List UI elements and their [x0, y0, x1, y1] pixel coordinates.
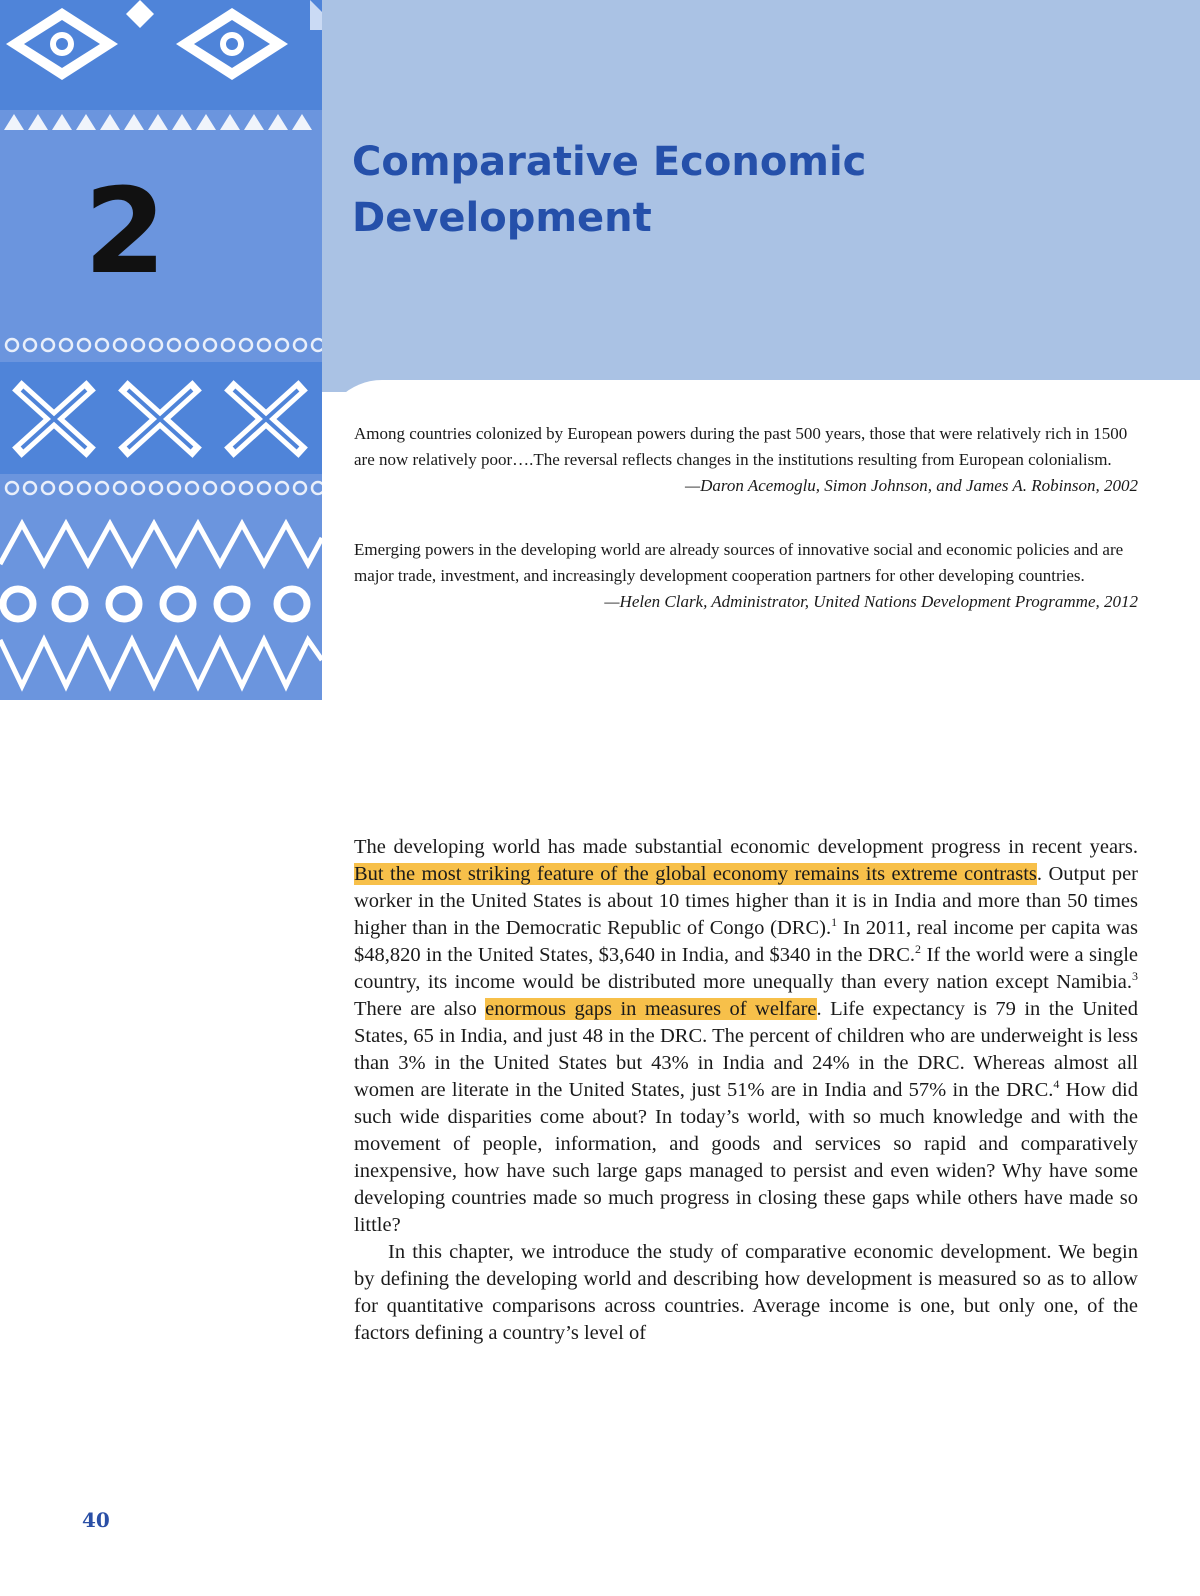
- text-run: The developing world has made substantial economic development progress in recent years.: [354, 836, 1138, 858]
- paragraph: In this chapter, we introduce the study of comparative economic development. We begin by defining the developing world and describing how development is measured so as to allow for quantitative comparisons across countries. Average income is one, but only one, of the factors defining a country’s level of: [354, 1241, 1138, 1344]
- decorative-pattern-panel: [0, 0, 322, 700]
- text-run: . Output per worker in the United States is about 10 times higher than it is in India and more than 50 times higher than in the Democratic Republic of Congo (DRC).: [354, 863, 1138, 939]
- footnote-ref: 4: [1053, 1077, 1060, 1092]
- chapter-title-line1: Comparative Economic: [352, 139, 867, 185]
- epigraph-quote: Among countries colonized by European powers during the past 500 years, those that were relatively rich in 1500 are now relatively poor….The reversal reflects changes in the institutions resulting from European colonialism.: [354, 424, 1128, 469]
- footnote-ref: 1: [831, 915, 838, 930]
- text-run: How did such wide disparities come about? In today’s world, with so much knowledge and with the movement of people, information, and goods and services so rapid and comparatively inexpensive, how have such large gaps managed to persist and even widen? Why have some developing countries made so much progress in closing these gaps while others have made so little?: [354, 1079, 1138, 1236]
- epigraph-1: [354, 421, 1138, 499]
- body-text: [354, 834, 1138, 1347]
- text-run: In 2011, real income per capita was $48,820 in the United States, $3,640 in India, and $340 in the DRC.: [354, 917, 1139, 966]
- chapter-title: [352, 134, 1152, 246]
- epigraph-quote: Emerging powers in the developing world are already sources of innovative social and economic policies and are major trade, investment, and increasingly development cooperation partners for other developing countries.: [354, 540, 1124, 585]
- highlighted-text: But the most striking feature of the global economy remains its extreme contrasts: [354, 863, 1037, 885]
- epigraph-2: [354, 537, 1138, 615]
- text-run: If the world were a single country, its income would be distributed more unequally than every nation except Namibia.: [354, 944, 1138, 993]
- page-number: 40: [82, 1508, 110, 1532]
- chapter-number: 2: [84, 162, 167, 300]
- text-run: . Life expectancy is 79 in the United States, 65 in India, and just 48 in the DRC. The percent of children who are underweight is less than 3% in the United States but 43% in India and 24% in the DRC. Whereas almost all women are literate in the United States, just 51% are in India and 57% in the DRC.: [354, 998, 1138, 1101]
- highlighted-text: enormous gaps in measures of welfare: [485, 998, 817, 1020]
- text-run: There are also: [354, 998, 486, 1020]
- epigraph-attribution: —Helen Clark, Administrator, United Nations Development Programme, 2012: [604, 592, 1138, 611]
- footnote-ref: 3: [1132, 969, 1138, 984]
- chapter-title-line2: Development: [352, 195, 652, 241]
- epigraph-attribution: —Daron Acemoglu, Simon Johnson, and James A. Robinson, 2002: [685, 476, 1138, 495]
- paragraph: [354, 834, 1138, 1239]
- footnote-ref: 2: [915, 942, 922, 957]
